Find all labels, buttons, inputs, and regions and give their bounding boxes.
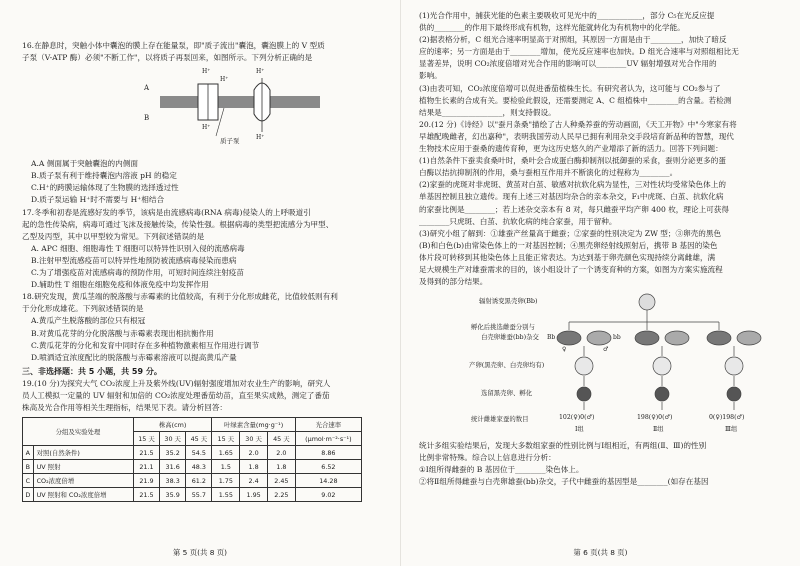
q17-stem-line: 起的急性传染病，病毒可通过飞沫及接触传染，传染性强。根据病毒的类型把流感分为甲型、 — [22, 219, 334, 229]
value-cell: 1.95 — [240, 488, 268, 502]
side-a-label: A — [144, 84, 150, 93]
moth-icon — [737, 331, 761, 345]
condition-cell: 对照(自然条件) — [33, 446, 133, 460]
q18-option: D.喷洒适宜浓度配比的脱落酸与赤霉素溶液可以提高黄瓜产量 — [31, 352, 237, 362]
q17-option: C.为了增强疫苗对流感病毒的预防作用，可短时间连续注射疫苗 — [31, 268, 244, 278]
q16-stem-line: 子泵（V-ATP 酶）必须"不断工作"，以将质子再泵回来，如图所示。下列分析正确的是 — [22, 53, 313, 63]
value-cell: 21.1 — [133, 460, 159, 474]
value-cell: 21.5 — [133, 488, 159, 502]
q20-line: 单基因控制且独立遗传。现有上述三对基因均杂合的亲本杂交，F₁中虎斑、白茧、抗软化病 — [419, 192, 724, 202]
egg-cluster-icon — [639, 294, 655, 310]
group-tag: Ⅱ组 — [653, 426, 664, 434]
table-header: 光合速率 — [295, 418, 361, 432]
q19-subquestion-line: (1)光合作用中，捕获光能的色素主要吸收可见光中的____________，部分 C₅在光反应提 — [419, 11, 715, 20]
egg-batch-icon — [725, 357, 743, 375]
q19-subquestion-line: 影响。 — [419, 71, 442, 81]
proton-pump-label: 质子泵 — [220, 137, 240, 146]
condition-cell: UV 照射 — [33, 460, 133, 474]
group-tag: Ⅲ组 — [725, 426, 738, 434]
group-cell: B — [23, 460, 34, 474]
h-ion-label: H⁺ — [220, 76, 229, 84]
result-count: 0(♀)198(♂) — [709, 414, 745, 422]
value-cell: 31.6 — [160, 460, 186, 474]
female-symbol: ♀ — [562, 346, 567, 354]
q16-option: D.质子泵运输 H⁺时不需要与 H⁺相结合 — [31, 195, 165, 205]
question-19 — [22, 378, 386, 502]
q19-subquestion-line: 结果是________________，则支持假设。 — [419, 107, 556, 117]
table-unit: (μmol·m⁻²·s⁻¹) — [295, 432, 361, 446]
black-egg-icon — [655, 387, 669, 401]
genotype-label: Bb — [547, 334, 556, 342]
value-cell: 1.8 — [267, 460, 295, 474]
results-table — [22, 417, 362, 502]
value-cell: 1.65 — [212, 446, 240, 460]
question-16 — [22, 40, 386, 207]
flow-step-label: 统计雌雄家蚕的数目 — [471, 415, 529, 424]
value-cell: 1.55 — [212, 488, 240, 502]
value-cell: 8.86 — [295, 446, 361, 460]
q20-line: 生物技术应用于蚕桑的遗传育种，更为这历史悠久的产业增添了新的活力。回答下列问题： — [419, 144, 723, 154]
flow-step-label: 选留黑壳卵、孵化 — [481, 389, 533, 398]
membrane-band — [160, 96, 320, 108]
q16-option: B.质子泵有利于维持囊泡内溶液 pH 的稳定 — [31, 171, 177, 181]
q20-line: 足大规模生产对雄蚕需求的目的，该小组设计了一个诱变育种的方案，如图为方案实施流程 — [419, 264, 723, 274]
group-tag: Ⅰ组 — [575, 426, 584, 434]
table-header: 株高(cm) — [133, 418, 212, 432]
q17-option: A. APC 细胞、细胞毒性 T 细胞可以特异性识别入侵的流感病毒 — [31, 243, 245, 253]
group-cell: A — [23, 446, 34, 460]
question-19-continued — [419, 10, 786, 119]
value-cell: 48.3 — [186, 460, 212, 474]
q20-line: 体片段可转移到其他染色体上且能正常表达。为达到基于卵壳颜色实现持续分离雌雄，满 — [419, 252, 716, 262]
q20-tail-line: ②将Ⅱ组所得雌蚕与白壳卵雄蚕(bb)杂交，子代中雌蚕的基因型是________(如存在基因 — [419, 477, 709, 487]
proton-pump-figure — [142, 66, 386, 156]
value-cell: 2.4 — [240, 474, 268, 488]
value-cell: 2.45 — [267, 474, 295, 488]
value-cell: 35.9 — [160, 488, 186, 502]
h-ion-label: H⁺ — [256, 134, 265, 142]
section-heading: 三、非选择题：共 5 小题，共 59 分。 — [22, 366, 162, 376]
group-cell: D — [23, 488, 34, 502]
q18-stem-line: 18.研究发现，黄瓜茎端的脱落酸与赤霉素的比值较高，有利于分化形成雌花，比值较低则有利 — [22, 292, 338, 302]
q19-stem-line: 株高及光合作用等相关生理指标，结果见下表。请分析回答： — [22, 402, 228, 412]
flow-step-label: 白壳卵雄蚕(bb)杂交 — [481, 333, 539, 342]
page-footer: 第 5 页(共 8 页) — [172, 548, 228, 557]
value-cell: 2.25 — [267, 488, 295, 502]
genotype-label: bb — [613, 334, 621, 342]
q16-option: A.A 侧面属于突触囊泡的内侧面 — [31, 159, 138, 169]
q18-stem-line: 于分化形成雄花。下列叙述错误的是 — [22, 304, 144, 314]
value-cell: 61.2 — [186, 474, 212, 488]
value-cell: 38.3 — [160, 474, 186, 488]
q20-line: 早雄配晚雌者，幻出嘉种"，表明我国劳动人民早已拥有利用杂交手段培育新品种的智慧，现代 — [419, 131, 734, 141]
q19-subquestion-line: 应的速率；另一方面是由于________增加，使光反应速率也加快。D 组光合速率与对照组相比无 — [419, 47, 739, 57]
flow-step-label: 产卵(黑壳卵、白壳卵均有) — [469, 361, 545, 370]
q17-option: B.注射甲型流感疫苗可以特异性地预防被流感病毒侵染而患病 — [31, 255, 237, 265]
moth-icon — [635, 331, 659, 345]
q20-line: (2)家蚕的虎斑对非虎斑、黄茧对白茧、敏感对抗软化病为显性，三对性状均受常染色体上的 — [419, 180, 726, 190]
value-cell: 21.9 — [133, 474, 159, 488]
page-footer: 第 6 页(共 8 页) — [573, 548, 628, 557]
value-cell: 1.8 — [240, 460, 268, 474]
q20-line: 及得到的部分结果。 — [419, 277, 488, 287]
male-symbol: ♂ — [603, 346, 609, 354]
q16-option: C.H⁺的跨膜运输体现了生物膜的选择透过性 — [31, 183, 179, 193]
q18-option: B.对黄瓜花芽的分化脱落酸与赤霉素表现出相抗衡作用 — [31, 328, 214, 338]
condition-cell: UV 照射和 CO₂浓度倍增 — [33, 488, 133, 502]
table-day: 15 天 — [212, 432, 240, 446]
q17-option: D.辅助性 T 细胞在细胞免疫和体液免疫中均发挥作用 — [31, 280, 209, 290]
black-egg-icon — [577, 387, 591, 401]
result-count: 198(♀)0(♂) — [637, 414, 673, 422]
moth-icon — [707, 331, 731, 345]
q20-tail-line: ①Ⅰ组所得雌蚕的 B 基因位于________染色体上。 — [419, 465, 584, 475]
value-cell: 1.75 — [212, 474, 240, 488]
moth-icon — [587, 331, 611, 345]
q20-line: (1)自然条件下蚕卖食桑叶时，桑叶会合成蛋白酶抑制剂以抵御蚕的采食，蚕则分泌更多的蛋 — [419, 156, 726, 166]
q16-stem-line: 16.在静息时，突触小体中囊泡的膜上存在能量泵，即"质子流出"囊泡，囊泡膜上的 V 型质 — [22, 41, 325, 50]
egg-batch-icon — [653, 357, 671, 375]
question-20 — [419, 119, 786, 489]
q20-line: 白酶以拮抗抑制剂的作用，桑与蚕相互作用并不断演化的过程称为________。 — [419, 168, 678, 178]
membrane-diagram — [142, 66, 342, 156]
moth-icon — [557, 331, 581, 345]
flow-step-label: 辐射诱变黑壳卵(Bb) — [479, 297, 538, 306]
side-b-label: B — [144, 114, 150, 123]
h-ion-label: H⁺ — [202, 124, 211, 132]
q20-line: 的家蚕比例是________；若上述杂交亲本有 8 对，每只雌蚕平均产卵 400 枚，理论上可获得 — [419, 204, 729, 214]
value-cell: 2.0 — [267, 446, 295, 460]
value-cell: 21.5 — [133, 446, 159, 460]
q17-stem-line: 17.冬季和初春是流感好发的季节，该病是由流感病毒(RNA 病毒)侵染人的上呼吸道引 — [22, 207, 311, 217]
group-cell: C — [23, 474, 34, 488]
value-cell: 54.5 — [186, 446, 212, 460]
h-ion-label: H⁺ — [202, 68, 211, 76]
value-cell: 6.52 — [295, 460, 361, 474]
q19-stem-line: 19.(10 分)为探究大气 CO₂浓度上升及紫外线(UV)辐射强度增加对农业生产的影响，研究人 — [22, 378, 331, 388]
h-ion-label: H⁺ — [256, 68, 265, 76]
q18-option: C.黄瓜花芽的分化和发育中同时存在多种植物激素相互作用进行调节 — [31, 340, 260, 350]
table-row — [23, 474, 362, 488]
table-row — [23, 446, 362, 460]
table-day: 30 天 — [240, 432, 268, 446]
value-cell: 9.02 — [295, 488, 361, 502]
table-row — [23, 460, 362, 474]
egg-batch-icon — [575, 357, 593, 375]
q19-subquestion-line: 供的________的作用下最终形成有机物，这样光能就转化为有机物中的化学能。 — [419, 23, 685, 33]
table-day: 15 天 — [133, 432, 159, 446]
q19-subquestion-line: 植物生长素的合成有关。要检验此假设，还需要测定 A、C 组植株中________的含量。若检测 — [419, 95, 732, 105]
value-cell: 35.2 — [160, 446, 186, 460]
q20-line: 20.(12 分)《诗经》以"蚕月条桑"描绘了古人种桑养蚕的劳动画面，《天工开物》中"今寒家有将 — [419, 119, 737, 129]
silkworm-breeding-flowchart — [419, 290, 786, 438]
question-17 — [22, 207, 386, 292]
black-egg-icon — [727, 387, 741, 401]
flow-step-label: 孵化后挑选雌蚕分别与 — [471, 323, 535, 332]
q19-subquestion-line: (2)据表格分析，C 组光合速率明显高于对照组，其原因一方面是由于________，加快了暗反 — [419, 35, 727, 45]
value-cell: 55.7 — [186, 488, 212, 502]
condition-cell: CO₂浓度倍增 — [33, 474, 133, 488]
q17-stem-line: 乙型及丙型，其中以甲型较为常见。下列叙述错误的是 — [22, 231, 205, 241]
table-header: 叶绿素含量(mg·g⁻¹) — [212, 418, 295, 432]
table-row — [23, 488, 362, 502]
q20-line: (3)研究小组了解到：①雄蚕产丝量高于雌蚕；②家蚕的性别决定为 ZW 型；③卵壳的黑色 — [419, 228, 722, 238]
table-day: 30 天 — [160, 432, 186, 446]
exam-page-6 — [400, 0, 800, 566]
q19-stem-line: 员人工模拟一定量的 UV 辐射和加倍的 CO₂浓度处理番茄幼苗，直至果实成熟，测定了番茄 — [22, 390, 330, 400]
q20-tail-line: 比例非常特殊。综合以上信息进行分析： — [419, 453, 556, 463]
result-count: 102(♀)0(♂) — [559, 414, 595, 422]
q20-line: (B)和白色(b)由常染色体上的一对基因控制；④黑壳卵经射线照射后，携带 B 基因的染色 — [419, 240, 718, 250]
question-18 — [22, 291, 386, 364]
table-day: 45 天 — [267, 432, 295, 446]
value-cell: 14.28 — [295, 474, 361, 488]
q19-subquestion-line: (3)由表可知，CO₂浓度倍增可以促进番茄植株生长。有研究者认为，这可能与 CO₂参与了 — [419, 83, 721, 93]
q20-tail-line: 统计多组实验结果后，发现大多数组家蚕的性别比例与Ⅰ组相近，有两组(Ⅱ、Ⅲ)的性别 — [419, 441, 707, 451]
q19-subquestion-line: 显著差异，说明 CO₂浓度倍增对光合作用的影响可以________UV 辐射增强对光合作用的 — [419, 59, 717, 69]
value-cell: 1.5 — [212, 460, 240, 474]
value-cell: 2.0 — [240, 446, 268, 460]
table-header: 分组及实验处理 — [23, 418, 134, 446]
q18-option: A.黄瓜产生脱落酸的部位只有根冠 — [31, 316, 146, 326]
table-day: 45 天 — [186, 432, 212, 446]
q20-line: ________只虎斑、白茧、抗软化病的纯合家蚕，用于留种。 — [419, 216, 617, 226]
moth-icon — [665, 331, 689, 345]
